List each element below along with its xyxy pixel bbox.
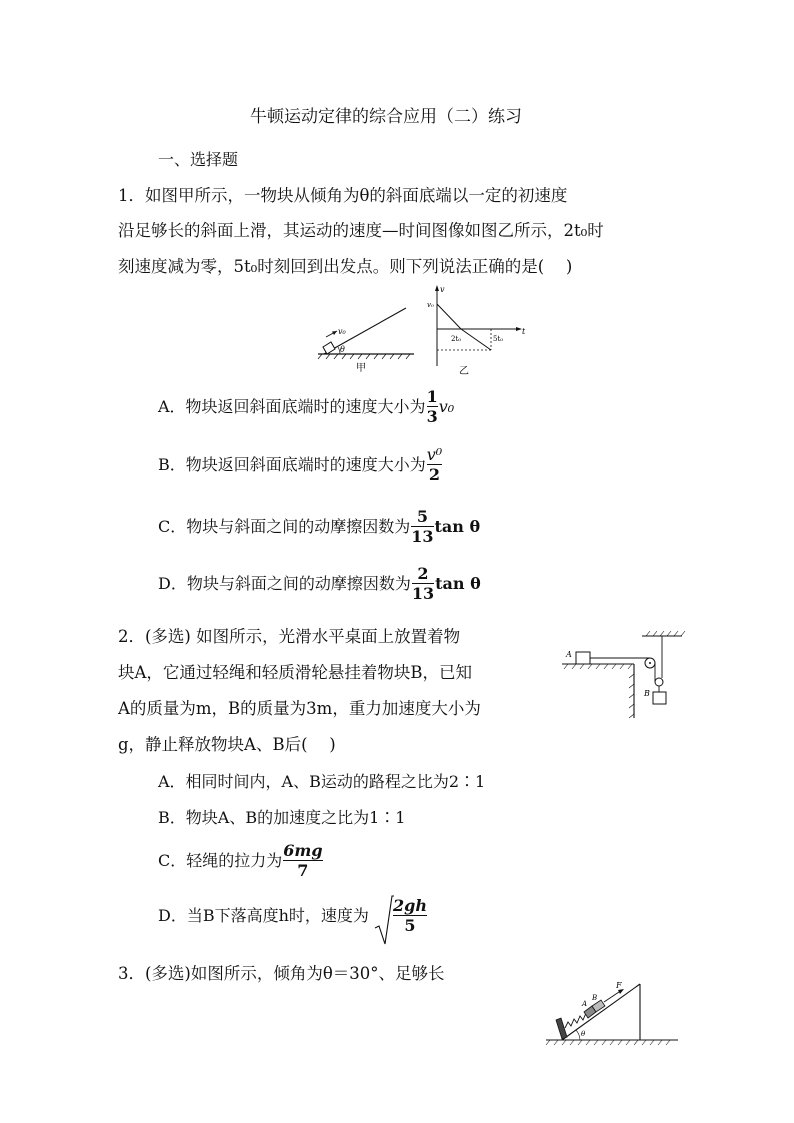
page-title: 牛顿运动定律的综合应用（二）练习 [250, 107, 522, 127]
q1-figure-vt-graph [425, 282, 533, 376]
q1-fig-jia-caption: 甲 [356, 363, 366, 374]
q3-fig-label-b: B [592, 994, 598, 1002]
q2-fig-label-a: A [566, 650, 572, 659]
q3-line-1: 3．(多选)如图所示，倾角为θ＝30°、足够长 [118, 964, 445, 983]
q1-figure-incline [310, 290, 420, 374]
q1-line-3: 刻速度减为零，5t₀时刻回到出发点。则下列说法正确的是( ) [118, 257, 573, 276]
q2-option-b: B．物块A、B的加速度之比为1∶1 [158, 808, 406, 827]
section-heading: 一、选择题 [158, 150, 239, 169]
q2-option-d: D．当B下落高度h时，速度为 $\frac{2gh}{5}$ [158, 898, 428, 935]
q1-option-a: A．物块返回斜面底端时的速度大小为 $\frac{1}{3}$ v₀ [158, 387, 455, 426]
q2-line-4: g，静止释放物块A、B后( ) [118, 735, 336, 754]
q1-fig-5t0-label: 5t₀ [493, 335, 504, 343]
q1-option-d: D．物块与斜面之间的动摩擦因数为 $\frac{2}{13}$ tan θ [158, 564, 481, 603]
q1-fig-t-axis-label: t [522, 327, 526, 336]
q1-fig-2t0-label: 2t₀ [451, 335, 462, 343]
q2-line-3: A的质量为m，B的质量为3m，重力加速度大小为 [118, 699, 481, 718]
q1-line-1: 1．如图甲所示，一物块从倾角为θ的斜面底端以一定的初速度 [118, 186, 568, 205]
q2-option-c: C．轻绳的拉力为 $\frac{6mg}{7}$ [158, 841, 323, 880]
q2-line-1: 2．(多选) 如图所示，光滑水平桌面上放置着物 [118, 627, 461, 646]
q3-fig-label-f: F [616, 981, 622, 990]
q2-figure-pulley [558, 630, 688, 722]
q2-fig-label-b: B [644, 689, 650, 698]
q1-option-b: B．物块返回斜面底端时的速度大小为 $\frac{\text{v⁰}}{2}$ [158, 445, 443, 484]
q3-fig-label-a: A [582, 1000, 588, 1008]
q1-fig-theta-label: θ [340, 345, 345, 354]
q1-line-2: 沿足够长的斜面上滑，其运动的速度—时间图像如图乙所示，2t₀时 [118, 221, 604, 240]
q1-fig-v-axis-label: v [440, 285, 445, 294]
q1-fig-yi-caption: 乙 [459, 366, 469, 376]
q1-option-c: C．物块与斜面之间的动摩擦因数为 $\frac{5}{13}$ tan θ [158, 507, 481, 546]
q2-line-2: 块A，它通过轻绳和轻质滑轮悬挂着物块B，已知 [118, 663, 473, 682]
q3-figure-incline-spring [540, 978, 682, 1046]
q1-fig-v0-axis-label: v₀ [427, 301, 434, 309]
q2-option-a: A．相同时间内，A、B运动的路程之比为2∶1 [158, 772, 486, 791]
q1-fig-v0-label: v₀ [338, 327, 346, 336]
q3-fig-theta-label: θ [581, 1030, 586, 1038]
